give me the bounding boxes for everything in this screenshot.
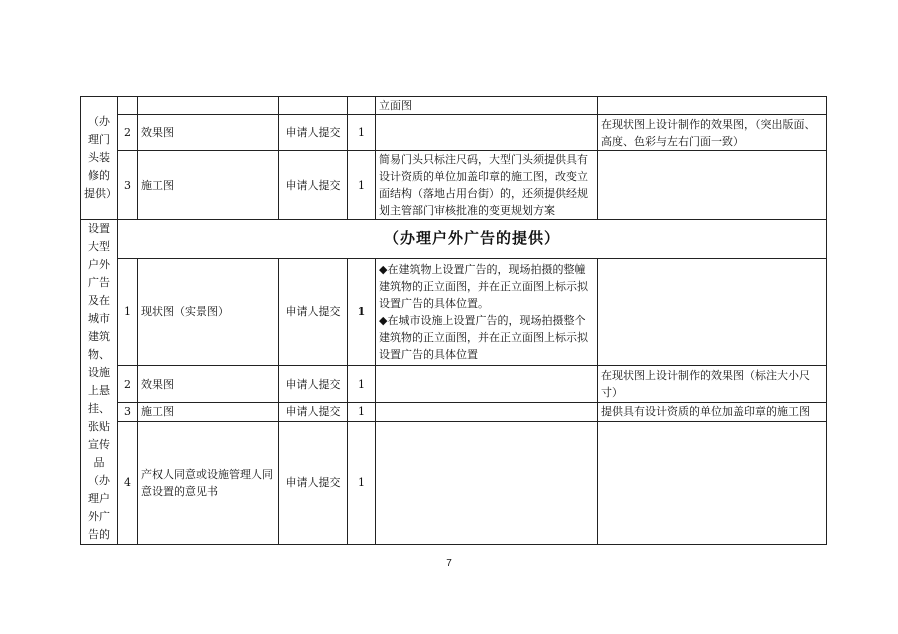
- material-quantity: 1: [348, 151, 376, 220]
- material-requirement: [376, 366, 598, 403]
- material-name: 效果图: [138, 115, 279, 151]
- section-title: （办理户外广告的提供）: [118, 220, 827, 259]
- material-name: [138, 97, 279, 115]
- material-note: 在现状图上设计制作的效果图，（突出版面、高度、色彩与左右门面一致）: [598, 115, 827, 151]
- category-cell: （办理门头装修的提供）: [81, 97, 118, 220]
- material-note: 提供具有设计资质的单位加盖印章的施工图: [598, 402, 827, 421]
- material-name: 效果图: [138, 366, 279, 403]
- material-requirement: [376, 258, 598, 366]
- table-row: [81, 402, 827, 421]
- materials-table: [80, 96, 827, 545]
- material-quantity: 1: [348, 258, 376, 366]
- material-name: 施工图: [138, 151, 279, 220]
- table-row: [81, 115, 827, 151]
- material-source: 申请人提交: [279, 402, 348, 421]
- table-row: [81, 366, 827, 403]
- table-row: [81, 220, 827, 259]
- category-cell: 设置大型户外广告及在城市建筑物、设施上悬挂、张贴宣传品（办理户外广告的: [81, 220, 118, 545]
- material-source: 申请人提交: [279, 258, 348, 366]
- material-source: 申请人提交: [279, 151, 348, 220]
- material-note: [598, 97, 827, 115]
- material-requirement: [376, 402, 598, 421]
- material-name: 施工图: [138, 402, 279, 421]
- material-note: 在现状图上设计制作的效果图（标注大小尺寸）: [598, 366, 827, 403]
- row-number: 1: [118, 258, 138, 366]
- material-source: 申请人提交: [279, 421, 348, 544]
- material-quantity: 1: [348, 402, 376, 421]
- material-name: 产权人同意或设施管理人同意设置的意见书: [138, 421, 279, 544]
- table-row: [81, 421, 827, 544]
- table-row: [81, 258, 827, 366]
- row-number: 4: [118, 421, 138, 544]
- material-quantity: 1: [348, 366, 376, 403]
- material-name: 现状图（实景图）: [138, 258, 279, 366]
- material-note: [598, 421, 827, 544]
- requirement-item: ◆在建筑物上设置广告的，现场拍摄的整幢建筑物的正立面图，并在正立面图上标示拟设置广告的具体位置。: [379, 262, 588, 310]
- table-row: [81, 97, 827, 115]
- table-row: [81, 151, 827, 220]
- material-source: [279, 97, 348, 115]
- page-number: 7: [446, 558, 452, 569]
- material-quantity: 1: [348, 421, 376, 544]
- material-quantity: 1: [348, 115, 376, 151]
- material-requirement: [376, 115, 598, 151]
- row-number: 3: [118, 151, 138, 220]
- row-number: [118, 97, 138, 115]
- material-requirement: 简易门头只标注尺码，大型门头须提供具有设计资质的单位加盖印章的施工图，改变立面结构（落地占用台街）的，还须提供经规划主管部门审核批准的变更规划方案: [376, 151, 598, 220]
- requirement-item: ◆在城市设施上设置广告的，现场拍摄整个建筑物的正立面图，并在正立面图上标示拟设置广告的具体位置: [379, 313, 588, 361]
- material-note: [598, 258, 827, 366]
- material-note: [598, 151, 827, 220]
- row-number: 2: [118, 366, 138, 403]
- material-quantity: [348, 97, 376, 115]
- row-number: 2: [118, 115, 138, 151]
- material-requirement: 立面图: [376, 97, 598, 115]
- material-source: 申请人提交: [279, 115, 348, 151]
- row-number: 3: [118, 402, 138, 421]
- material-source: 申请人提交: [279, 366, 348, 403]
- material-requirement: [376, 421, 598, 544]
